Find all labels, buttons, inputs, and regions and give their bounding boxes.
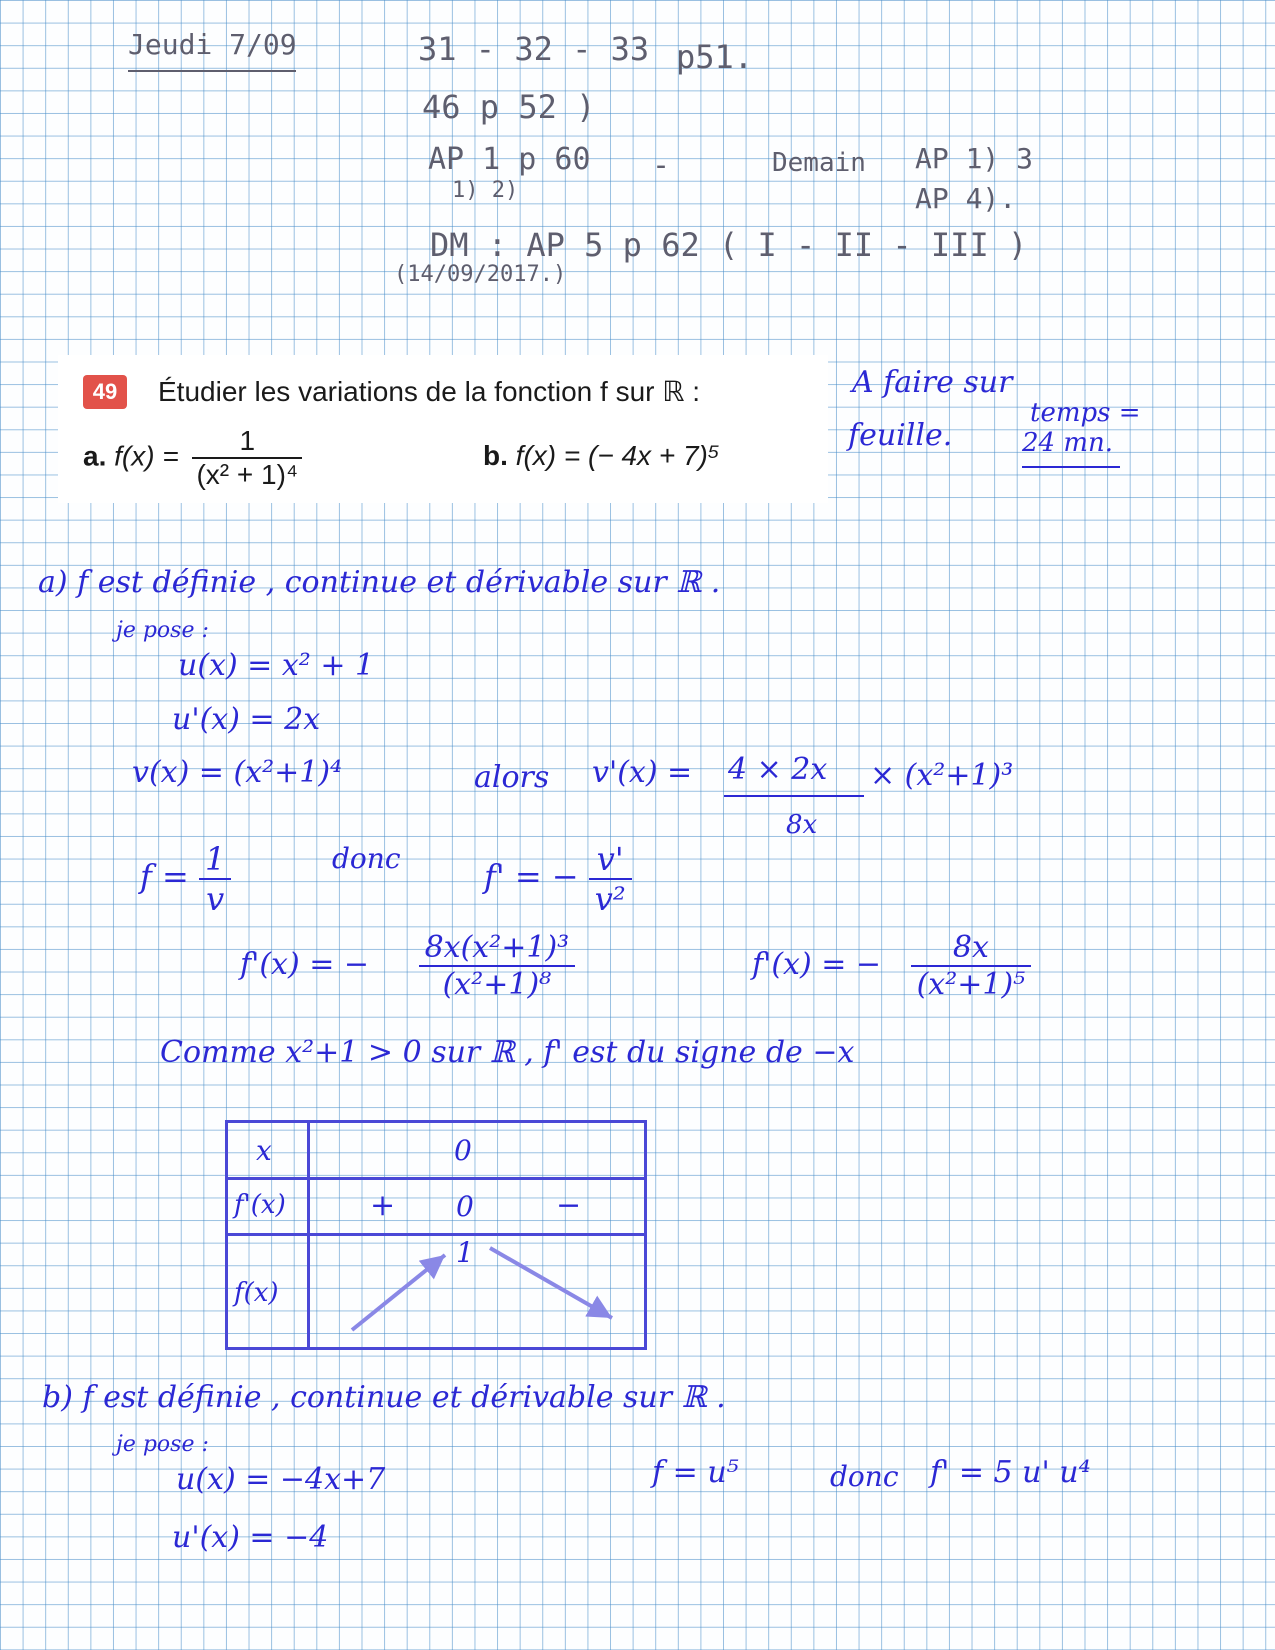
one-over-v-num: 1 — [199, 840, 231, 880]
homework-line-2: 46 p 52 ) — [422, 88, 596, 126]
part-b-line-1: b) f est définie , continue et dérivable sur ℝ . — [42, 1380, 726, 1415]
part-a-line-5-vprime: v'(x) = — [592, 755, 693, 790]
table-row-fprime-label: f'(x) — [234, 1190, 286, 1220]
exercise-a-label: a. — [83, 440, 107, 472]
exercise-b-expression: f(x) = (− 4x + 7)⁵ — [515, 440, 720, 471]
part-a-line-5-product: 4 × 2x — [728, 752, 828, 787]
part-b-line-4: u'(x) = −4 — [172, 1520, 329, 1555]
table-fprime-minus: − — [556, 1188, 582, 1223]
part-a-line-5-8x: 8x — [786, 810, 818, 840]
decreasing-arrow — [490, 1248, 612, 1318]
fprimex-equals-2: f'(x) = − — [752, 947, 882, 982]
exercise-title: Étudier les variations de la fonction f sur ℝ : — [158, 376, 700, 407]
part-a-line-8: Comme x²+1 > 0 sur ℝ , f' est du signe de −x — [160, 1035, 855, 1070]
homework-tomorrow-a: AP 1) 3 — [915, 142, 1034, 175]
homework-dm: DM : AP 5 p 62 ( I - II - III ) — [430, 226, 1028, 264]
part-b-line-3: u(x) = −4x+7 — [176, 1462, 386, 1497]
table-fprime-zero: 0 — [456, 1190, 474, 1223]
part-b-line-5a: f = u⁵ — [652, 1455, 739, 1490]
homework-tomorrow-b: AP 4). — [915, 182, 1017, 215]
homework-tomorrow-label: Demain — [772, 148, 866, 178]
one-over-v-den: v — [206, 880, 225, 918]
part-a-line-5-alors: alors — [474, 760, 550, 795]
table-f-max: 1 — [456, 1236, 474, 1269]
homework-line-3-sub: 1) 2) — [452, 178, 519, 203]
exercise-number-badge: 49 — [83, 375, 127, 409]
note-line-1: A faire sur — [852, 365, 1013, 400]
derivative-fraction-2-num: 8x — [911, 930, 1032, 967]
note-line-3: temps = — [1030, 398, 1141, 428]
part-a-line-6-donc: donc — [332, 842, 401, 875]
homework-line-3: AP 1 p 60 — [428, 142, 591, 177]
part-a-line-4: u'(x) = 2x — [172, 702, 321, 737]
f-equals: f = — [140, 857, 189, 896]
table-row-x-label: x — [256, 1134, 272, 1167]
derivative-fraction-2-den: (x²+1)⁵ — [916, 967, 1026, 1002]
homework-dm-date: (14/09/2017.) — [394, 262, 567, 287]
part-a-line-1: a) f est définie , continue et dérivable sur ℝ . — [38, 565, 721, 600]
homework-line-1: 31 - 32 - 33 — [418, 30, 650, 68]
part-b-line-2: je pose : — [116, 1432, 209, 1457]
table-x-zero: 0 — [454, 1134, 472, 1167]
homework-line-1-page: p51. — [676, 38, 754, 76]
exercise-a-denominator: (x² + 1)⁴ — [196, 459, 298, 490]
increasing-arrow — [352, 1255, 445, 1330]
part-a-line-2: je pose : — [116, 618, 209, 643]
exercise-a-lhs: f(x) = — [114, 440, 179, 472]
part-a-line-3: u(x) = x² + 1 — [178, 648, 375, 683]
derivative-fraction-1-num: 8x(x²+1)³ — [419, 930, 576, 967]
table-row-f-label: f(x) — [234, 1278, 279, 1308]
part-a-line-5: v(x) = (x²+1)⁴ — [132, 755, 343, 790]
vprime-over-v2-num: v' — [589, 840, 632, 880]
vprime-over-v2-den: v² — [594, 880, 626, 918]
homework-line-3-dash: - — [652, 148, 671, 183]
date-label: Jeudi 7/09 — [128, 28, 297, 61]
part-b-line-5c: f' = 5 u' u⁴ — [930, 1455, 1091, 1490]
note-line-4: 24 mn. — [1022, 428, 1114, 458]
table-fprime-plus: + — [370, 1188, 396, 1223]
fprimex-equals: f'(x) = − — [240, 947, 370, 982]
note-line-2: feuille. — [848, 418, 953, 453]
exercise-a-numerator: 1 — [192, 425, 302, 459]
derivative-fraction-1-den: (x²+1)⁸ — [442, 967, 552, 1002]
fprime-equals: f' = − — [484, 857, 579, 896]
part-a-line-5-power: × (x²+1)³ — [870, 758, 1014, 793]
part-b-line-5-donc: donc — [830, 1460, 899, 1493]
exercise-b-label: b. — [483, 440, 508, 471]
